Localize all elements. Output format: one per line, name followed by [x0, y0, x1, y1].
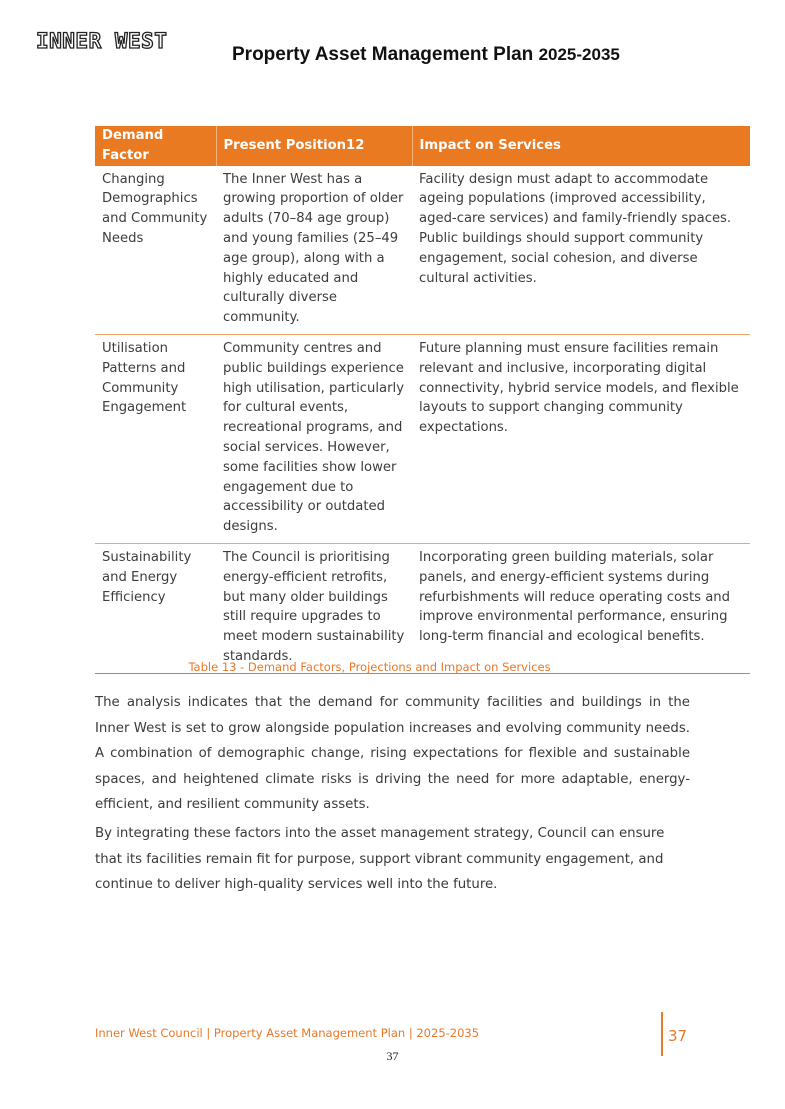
table-row — [95, 334, 750, 543]
table-caption: Table 13 - Demand Factors, Projections and Impact on Services — [188, 660, 551, 674]
cell-impact: Incorporating green building materials, solar panels, and energy-efficient systems during refurbishments will reduce operating costs and improve environmental performance, ensuring long-term financial and ecological benefits. — [412, 543, 750, 673]
document-title — [232, 44, 620, 66]
footer-page-badge: 37 — [668, 1027, 688, 1045]
document-title-text: Property Asset Management Plan — [232, 44, 534, 65]
cell-present-position: The Council is prioritising energy-efficient retrofits, but many older buildings still require upgrades to meet modern sustainability standards. — [216, 543, 412, 673]
body-paragraph-analysis: The analysis indicates that the demand for community facilities and buildings in the Inner West is set to grow alongside population increases and evolving community needs. A combination of demographic change, rising expectations for flexible and sustainable spaces, and heightened climate risks is driving the need for more adaptable, energy-efficient, and resilient community assets. — [95, 695, 690, 812]
column-header-demand-factor: Demand Factor — [95, 126, 216, 166]
cell-impact: Facility design must adapt to accommodate ageing populations (improved accessibility, aged-care services) and family-friendly spaces. Public buildings should support community engagement, social cohesion, and diverse cultural activities. — [412, 166, 750, 335]
page-number: 37 — [386, 1049, 399, 1063]
cell-demand-factor: Utilisation Patterns and Community Engagement — [95, 334, 216, 543]
body-paragraph-integration: By integrating these factors into the asset management strategy, Council can ensure that its facilities remain fit for purpose, support vibrant community engagement, and continue to deliver high-quality services well into the future. — [95, 826, 665, 892]
cell-impact: Future planning must ensure facilities remain relevant and inclusive, incorporating digital connectivity, hybrid service models, and flexible layouts to support changing community expectations. — [412, 334, 750, 543]
table-header-row — [95, 126, 750, 166]
cell-demand-factor: Changing Demographics and Community Needs — [95, 166, 216, 335]
column-header-impact: Impact on Services — [412, 126, 750, 166]
cell-demand-factor: Sustainability and Energy Efficiency — [95, 543, 216, 673]
table-row — [95, 543, 750, 673]
cell-present-position: Community centres and public buildings experience high utilisation, particularly for cultural events, recreational programs, and social services. However, some facilities show lower engagement due to accessibility or outdated designs. — [216, 334, 412, 543]
cell-present-position: The Inner West has a growing proportion of older adults (70–84 age group) and young families (25–49 age group), along with a highly educated and culturally diverse community. — [216, 166, 412, 335]
column-header-present-position: Present Position12 — [216, 126, 412, 166]
footer-text: Inner West Council | Property Asset Management Plan | 2025-2035 — [95, 1026, 480, 1040]
demand-factors-table — [95, 126, 750, 674]
table-row — [95, 166, 750, 335]
document-title-years: 2025-2035 — [538, 45, 620, 64]
inner-west-logo — [35, 30, 187, 52]
svg-text:INNER WEST: INNER WEST — [36, 30, 168, 52]
